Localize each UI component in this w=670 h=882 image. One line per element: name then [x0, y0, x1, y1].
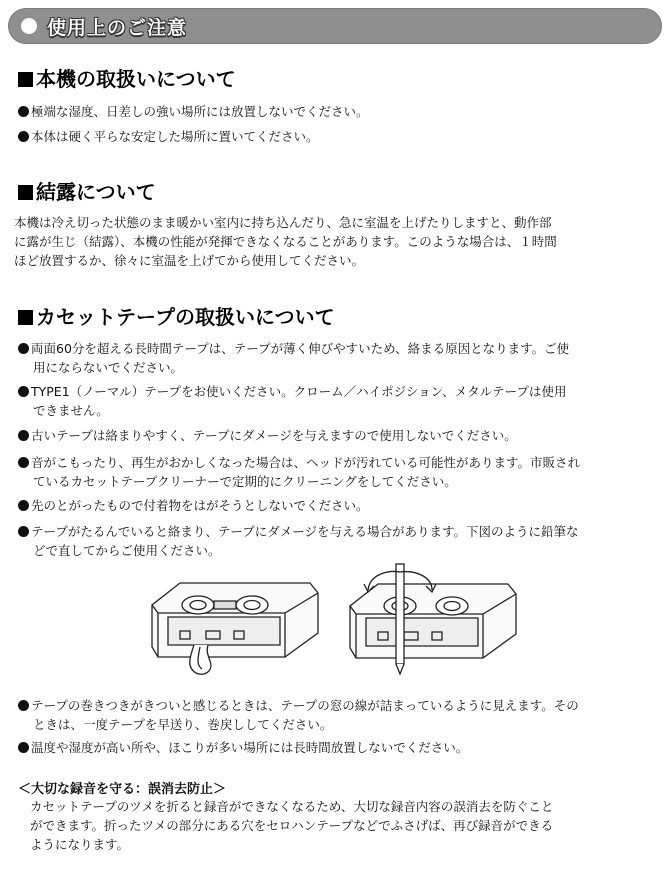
heading-text: 本機の取扱いについて	[36, 67, 236, 91]
list-item	[18, 426, 517, 445]
bullet-icon	[18, 700, 29, 711]
section-heading-handling	[18, 63, 236, 92]
list-item-text: 音がこもったり、再生がおかしくなった場合は、ヘッドが汚れている可能性があります。市販され	[31, 455, 581, 470]
square-bullet-icon	[18, 72, 33, 87]
list-item-text: どで直してからご使用ください。	[33, 543, 221, 558]
bullet-icon	[18, 526, 29, 537]
list-item-text: 用にならないでください。	[33, 360, 184, 375]
heading-text: 結露について	[36, 180, 156, 204]
list-item	[18, 127, 319, 146]
list-item-text: 古いテープは絡まりやすく、テープにダメージを与えますので使用しないでください。	[31, 428, 517, 443]
bullet-icon	[18, 430, 29, 441]
bullet-circle-icon	[21, 18, 37, 34]
list-item	[18, 102, 369, 121]
paragraph-line: ができます。折ったツメの部分にある穴をセロハンテープなどでふさげば、再び録音ができる	[30, 818, 554, 833]
paragraph-line: ほど放置するか、徐々に室温を上げてから使用してください。	[14, 253, 365, 268]
banner-title: 使用上のご注意	[47, 17, 188, 39]
paragraph-line: ようになります。	[30, 837, 130, 852]
bullet-icon	[18, 343, 29, 354]
list-item	[18, 522, 579, 560]
slack-tape-icon	[150, 575, 320, 680]
bullet-icon	[18, 106, 29, 117]
list-item-text: 温度や湿度が高い所や、ほこりが多い場所には長時間放置しないでください。	[31, 740, 469, 755]
square-bullet-icon	[18, 185, 33, 200]
list-item-text: ときは、一度テープを早送り、巻戻ししてください。	[33, 717, 333, 732]
list-item-text: できません。	[33, 403, 109, 418]
list-item-text: 両面60分を超える長時間テープは、テープが薄く伸びやすいため、絡まる原因となります。ご使	[31, 341, 570, 356]
list-item-text: テープがたるんでいると絡まり、テープにダメージを与える場合があります。下図のように鉛筆な	[31, 524, 579, 539]
list-item-text: 本体は硬く平らな安定した場所に置いてください。	[31, 129, 319, 144]
list-item	[18, 496, 369, 515]
bullet-icon	[18, 457, 29, 468]
bullet-icon	[18, 131, 29, 142]
bullet-icon	[18, 742, 29, 753]
paragraph-line: に露が生じ（結露）、本機の性能が発揮できなくなることがあります。このような場合は、１時間	[14, 234, 557, 249]
list-item	[18, 339, 569, 377]
list-item	[18, 738, 468, 757]
paragraph-line: カセットテープのツメを折ると録音ができなくなるため、大切な録音内容の誤消去を防ぐこと	[30, 799, 554, 814]
bullet-icon	[18, 500, 29, 511]
list-item-text: 極端な湿度、日差しの強い場所には放置しないでください。	[31, 104, 369, 119]
section-heading-cassette	[18, 301, 335, 330]
erase-protect-heading: ＜大切な録音を守る：誤消去防止＞	[18, 782, 227, 797]
square-bullet-icon	[18, 310, 33, 325]
paragraph-line: 本機は冷え切った状態のまま暖かい室内に持ち込んだり、急に室温を上げたりしますと、動作部	[14, 215, 552, 230]
bullet-icon	[18, 386, 29, 397]
section-heading-condensation	[18, 176, 156, 205]
section-banner	[8, 8, 662, 44]
list-item-text: TYPE1（ノーマル）テープをお使いください。クローム／ハイポジション、メタルテープは使用	[31, 384, 567, 399]
list-item-text: 先のとがったもので付着物をはがそうとしないでください。	[31, 498, 369, 513]
list-item-text: テープの巻きつきがきついと感じるときは、テープの窓の線が詰まっているように見えます。その	[31, 698, 579, 713]
pencil-rewind-icon	[348, 562, 518, 680]
list-item	[18, 382, 566, 420]
list-item	[18, 453, 580, 491]
list-item	[18, 696, 579, 734]
list-item-text: ているカセットテープクリーナーで定期的にクリーニングをしてください。	[33, 474, 457, 489]
heading-text: カセットテープの取扱いについて	[36, 305, 335, 329]
